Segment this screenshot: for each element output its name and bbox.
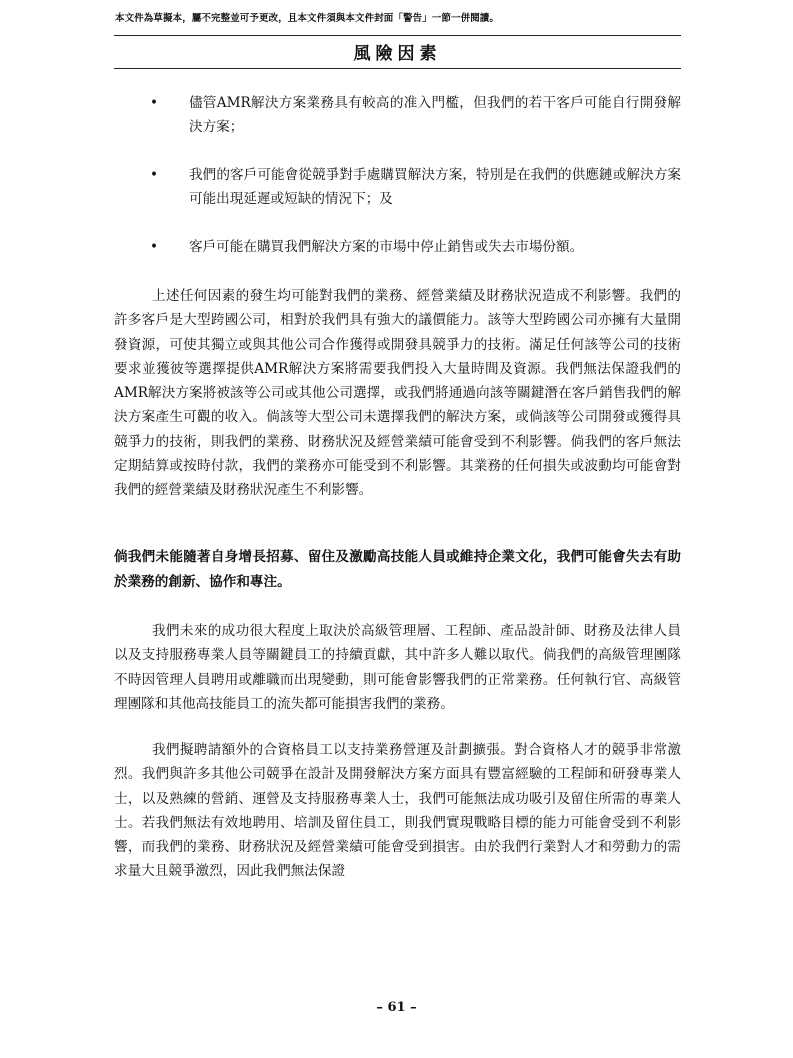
draft-disclaimer: 本文件為草擬本，屬不完整並可予更改，且本文件須與本文件封面「警告」一節一併閱讀。: [115, 13, 500, 24]
bullet-item: [114, 235, 681, 259]
bullet-item: [114, 163, 681, 211]
bullet-marker: •: [150, 239, 159, 255]
page-number: – 61 –: [376, 1000, 417, 1015]
body-paragraph: 我們擬聘請額外的合資格員工以支持業務營運及計劃擴張。對合資格人才的競爭非常激烈。我們與許多其他公司競爭在設計及開發解決方案方面具有豐富經驗的工程師和研發專業人士，以及熟練的營銷、運營及支持服務專業人士，我們可能無法成功吸引及留住所需的專業人士。若我們無法有效地聘用、培訓及留住員工，則我們實現戰略目標的能力可能會受到不利影響，而我們的業務、財務狀況及經營業績可能會受到損害。由於我們行業對人才和勞動力的需求量大且競爭激烈，因此我們無法保證: [114, 742, 681, 880]
body-paragraph: 上述任何因素的發生均可能對我們的業務、經營業績及財務狀況造成不利影響。我們的許多客戶是大型跨國公司，相對於我們具有強大的議價能力。該等大型跨國公司亦擁有大量開發資源，可使其獨立或與其他公司合作獲得或開發具競爭力的技術。滿足任何該等公司的技術要求並獲彼等選擇提供AMR解決方案將需要我們投入大量時間及資源。我們無法保證我們的AMR解決方案將被該等公司或其他公司選擇，或我們將通過向該等關鍵潛在客戶銷售我們的解決方案產生可觀的收入。倘該等大型公司未選擇我們的解決方案，或倘該等公司開發或獲得具競爭力的技術，則我們的業務、財務狀況及經營業績可能會受到不利影響。倘我們的客戶無法定期結算或按時付款，我們的業務亦可能受到不利影響。其業務的任何損失或波動均可能會對我們的經營業績及財務狀況產生不利影響。: [114, 288, 681, 499]
body-paragraph: 我們未來的成功很大程度上取決於高級管理層、工程師、產品設計師、財務及法律人員以及支持服務專業人員等關鍵員工的持續貢獻，其中許多人難以取代。倘我們的高級管理團隊不時因管理人員聘用或離職而出現變動，則可能會影響我們的正常業務。任何執行官、高級管理團隊和其他高技能員工的流失都可能損害我們的業務。: [114, 623, 681, 712]
bullet-marker: •: [150, 95, 159, 111]
section-title: 風險因素: [353, 44, 442, 64]
bullet-text: 客戶可能在購買我們解決方案的市場中停止銷售或失去市場份額。: [189, 239, 584, 255]
bullet-text: 我們的客戶可能會從競爭對手處購買解決方案，特別是在我們的供應鏈或解決方案可能出現延遲或短缺的情況下；及: [189, 167, 681, 207]
header-rule-bottom: [114, 68, 681, 69]
header-rule-top: [114, 35, 681, 36]
bullet-text: 儘管AMR解決方案業務具有較高的准入門檻，但我們的若干客戶可能自行開發解決方案；: [189, 95, 681, 135]
subsection-heading: 倘我們未能隨著自身增長招募、留住及激勵高技能人員或維持企業文化，我們可能會失去有助於業務的創新、協作和專注。: [114, 549, 681, 590]
bullet-item: [114, 91, 681, 139]
bullet-marker: •: [150, 167, 159, 183]
